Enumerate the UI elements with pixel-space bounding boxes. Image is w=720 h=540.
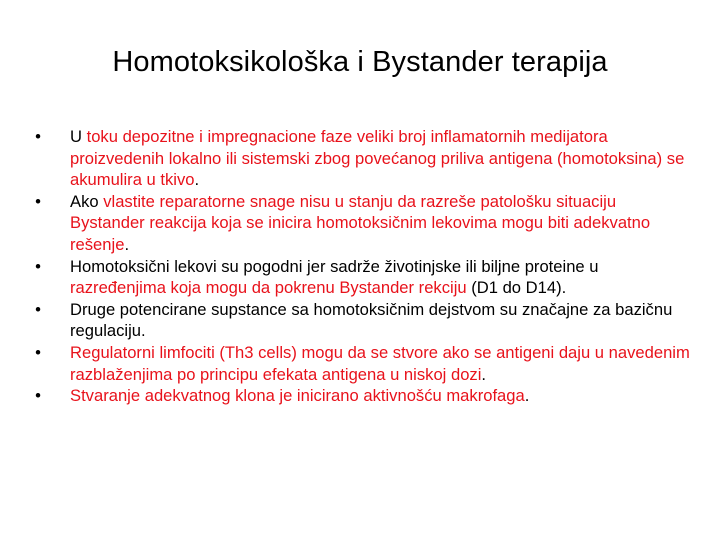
bullet-item: [30, 191, 690, 256]
slide-title: Homotoksikološka i Bystander terapija: [112, 46, 608, 78]
bullet-text-segment: Druge potencirane supstance sa homotoksičnim dejstvom su značajne za bazičnu regulaciju.: [70, 299, 673, 341]
bullet-dot-icon: •: [35, 299, 41, 319]
bullet-text-segment: .: [481, 364, 487, 384]
bullet-text-segment: Ako: [70, 191, 104, 211]
bullet-text-segment: razređenjima koja mogu da pokrenu Bystander rekciju: [70, 278, 472, 298]
bullet-text-segment: Regulatorni limfociti (Th3 cells) mogu da se stvore ako se antigeni daju u: [70, 342, 609, 362]
bullet-item: [30, 299, 690, 342]
bullet-dot-icon: •: [35, 191, 41, 211]
bullet-text-segment: navedenim razblaženjima po principu efekata antigena u niskoj dozi: [70, 342, 690, 384]
bullet-text-segment: Stvaranje adekvatnog klona je inicirano aktivnošću makrofaga: [70, 386, 525, 406]
bullet-item: [30, 126, 690, 191]
bullet-dot-icon: •: [35, 342, 41, 362]
bullet-item: [30, 342, 690, 385]
bullet-item: [30, 256, 690, 299]
bullet-item: [30, 385, 690, 407]
bullet-text-segment: .: [524, 386, 530, 406]
bullet-text-segment: (D1 do D14).: [471, 278, 567, 298]
bullet-list: [30, 126, 690, 407]
bullet-text-segment: toku depozitne i impregnacione faze veliki broj inflamatornih medijatora proizvedenih lokalno ili sistemski zbog povećanog priliva antigena (homotoksina) se akumulira u tkivo: [70, 127, 685, 190]
bullet-text-segment: .: [124, 234, 130, 254]
bullet-text-segment: U: [70, 127, 87, 146]
bullet-text-segment: .: [194, 170, 200, 190]
bullet-dot-icon: •: [35, 127, 41, 146]
bullet-text-segment: Homotoksični lekovi su pogodni jer sadrže životinjske ili biljne proteine u: [70, 256, 599, 276]
bullet-text-segment: vlastite reparatorne snage nisu u stanju da razreše patološku situaciju Bystander reakcija koja se inicira homotoksičnim lekovima mogu biti adekvatno rešenje: [70, 191, 651, 254]
bullet-dot-icon: •: [35, 386, 41, 406]
bullet-dot-icon: •: [35, 256, 41, 276]
